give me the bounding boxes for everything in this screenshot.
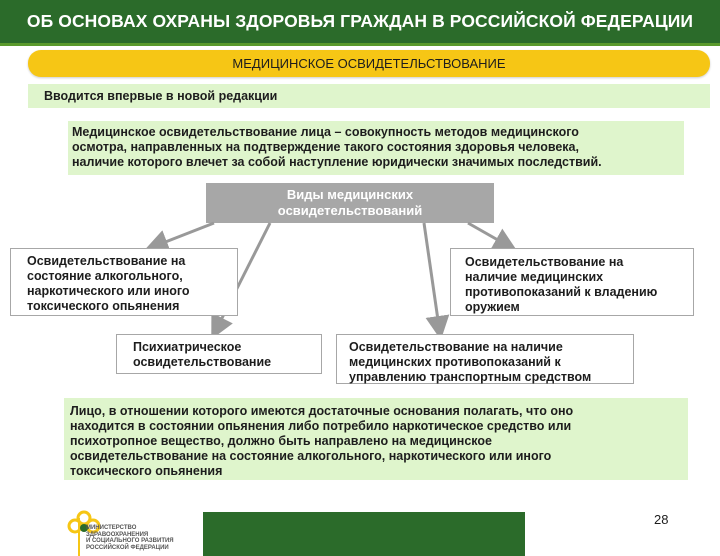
weapon-examination-box	[450, 248, 694, 316]
box-line: Освидетельствование на наличие	[349, 340, 563, 354]
new-edition-text: Вводится впервые в новой редакции	[44, 89, 278, 103]
logo-divider	[78, 518, 80, 556]
box-line: освидетельствование	[133, 355, 272, 369]
driving-examination-box	[336, 334, 634, 384]
definition-line: наличие которого влечет за собой наступление юридически значимых последствий.	[72, 155, 602, 169]
referral-line: Лицо, в отношении которого имеются достаточные основания полагать, что оно	[70, 404, 574, 418]
box-line: оружием	[465, 300, 520, 314]
box-line: управлению транспортным средством	[349, 370, 592, 384]
referral-line: находится в состоянии опьянения либо потребило наркотическое средство или	[70, 419, 572, 433]
arrow-to-alcohol	[150, 223, 214, 248]
page-number: 28	[654, 512, 669, 527]
referral-line: токсического опьянения	[70, 464, 223, 478]
box-line: Освидетельствование на	[465, 255, 624, 269]
arrow-to-drive	[424, 223, 440, 334]
definition-line: Медицинское освидетельствование лица – совокупность методов медицинского	[72, 125, 579, 139]
section-title-text: МЕДИЦИНСКОЕ ОСВИДЕТЕЛЬСТВОВАНИЕ	[232, 56, 506, 71]
box-line: Психиатрическое	[133, 340, 242, 354]
types-heading-line: освидетельствований	[277, 203, 423, 218]
ministry-name: МИНИСТЕРСТВО ЗДРАВООХРАНЕНИЯ И СОЦИАЛЬНОГО РАЗВИТИЯ РОССИЙСКОЙ ФЕДЕРАЦИИ	[86, 525, 174, 551]
referral-line: освидетельствование на состояние алкогольного, наркотического или иного	[70, 449, 552, 463]
box-line: состояние алкогольного,	[27, 269, 183, 283]
intoxication-referral-box	[64, 398, 688, 480]
box-line: медицинских противопоказаний к	[349, 355, 561, 369]
arrow-to-weapon	[468, 223, 512, 248]
box-line: Освидетельствование на	[27, 254, 186, 268]
alcohol-examination-box	[10, 248, 238, 316]
box-line: токсического опьянения	[27, 299, 180, 313]
page-title: ОБ ОСНОВАХ ОХРАНЫ ЗДОРОВЬЯ ГРАЖДАН В РОССИЙСКОЙ ФЕДЕРАЦИИ	[26, 11, 694, 31]
box-line: наличие медицинских	[465, 270, 604, 284]
psychiatric-examination-box	[116, 334, 322, 374]
box-line: противопоказаний к владению	[465, 285, 658, 299]
footer-green-strip	[203, 512, 525, 556]
types-heading-line: Виды медицинских	[286, 187, 414, 202]
definition-line: осмотра, направленных на подтверждение такого состояния здоровья человека,	[72, 140, 579, 154]
box-line: наркотического или иного	[27, 284, 190, 298]
referral-line: психотропное вещество, должно быть направлено на медицинское	[70, 434, 492, 448]
